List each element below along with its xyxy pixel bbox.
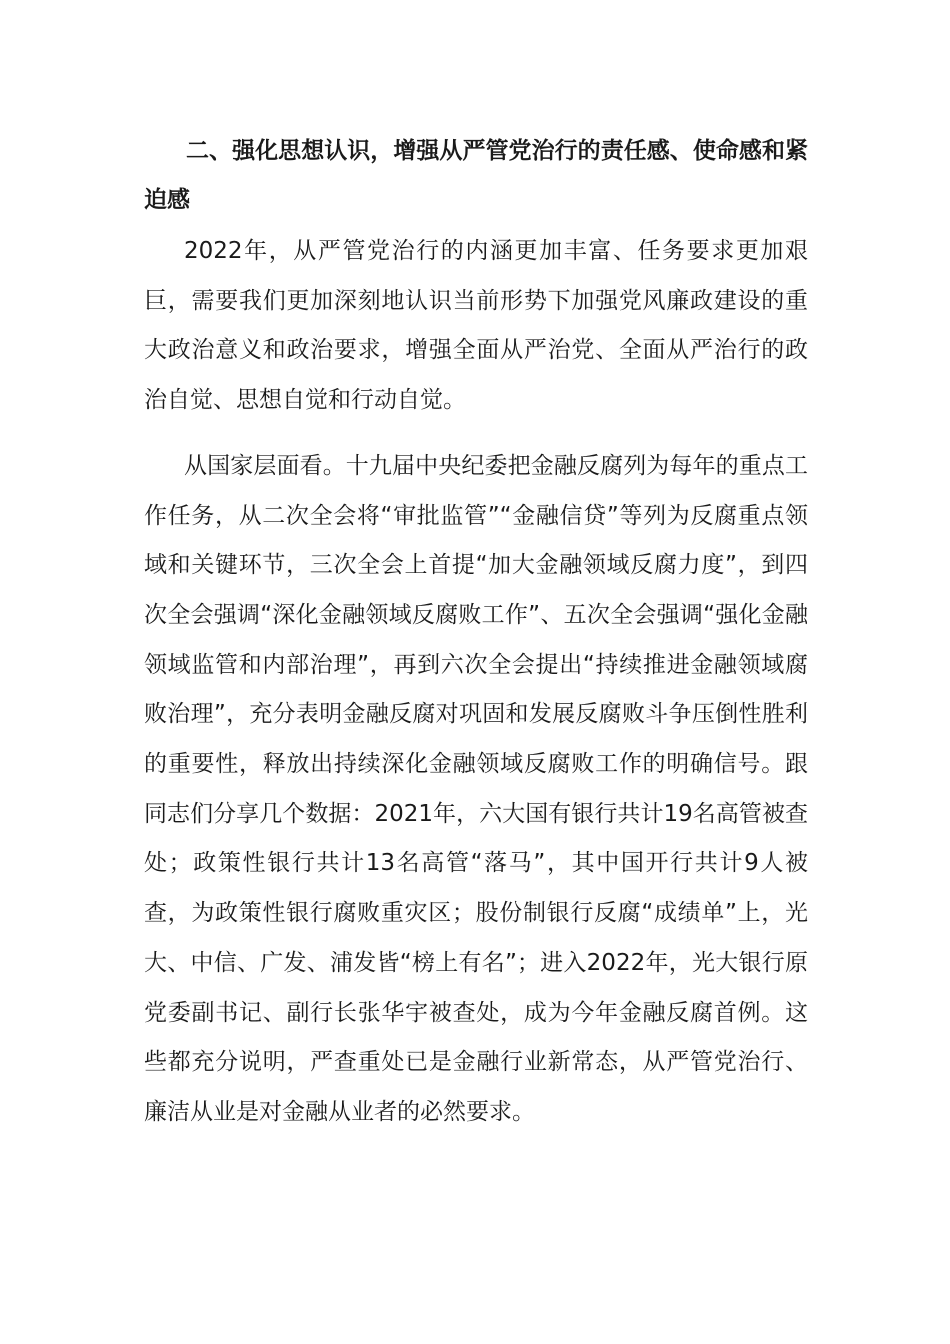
paragraph-intro: 2022年，从严管党治行的内涵更加丰富、任务要求更加艰巨，需要我们更加深刻地认识当前形势下加强党风廉政建设的重大政治意义和政治要求，增强全面从严治党、全面从严治行的政治自觉、思想自觉和行动自觉。 <box>144 238 808 414</box>
section-heading: 二、强化思想认识，增强从严管党治行的责任感、使命感和紧迫感 <box>144 138 808 213</box>
document-page <box>144 127 808 1154</box>
paragraph-national-level: 从国家层面看。十九届中央纪委把金融反腐列为每年的重点工作任务，从二次全会将“审批监管”“金融信贷”等列为反腐重点领域和关键环节，三次全会上首提“加大金融领域反腐力度”，到四次全会强调“深化金融领域反腐败工作”、五次全会强调“强化金融领域监管和内部治理”，再到六次全会提出“持续推进金融领域腐败治理”，充分表明金融反腐对巩固和发展反腐败斗争压倒性胜利的重要性，释放出持续深化金融领域反腐败工作的明确信号。跟同志们分享几个数据：2021年，六大国有银行共计19名高管被查处；政策性银行共计13名高管“落马”，其中国开行共计9人被查，为政策性银行腐败重灾区；股份制银行反腐“成绩单”上，光大、中信、广发、浦发皆“榜上有名”；进入2022年，光大银行原党委副书记、副行长张华宇被查处，成为今年金融反腐首例。这些都充分说明，严查重处已是金融行业新常态，从严管党治行、廉洁从业是对金融从业者的必然要求。 <box>144 452 808 1125</box>
